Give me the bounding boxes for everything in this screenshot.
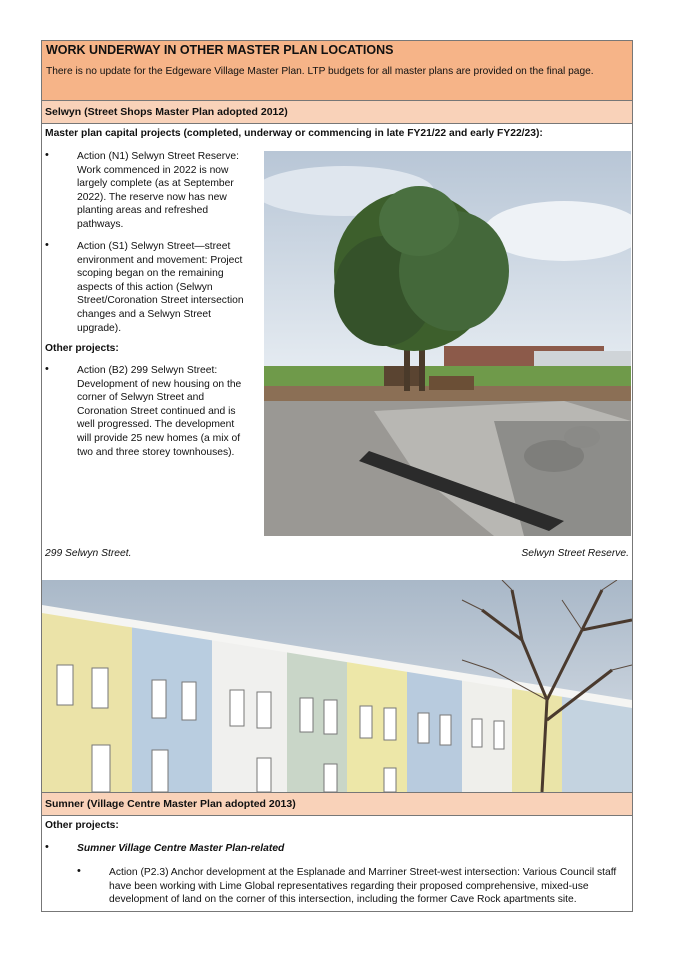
capital-projects-heading: Master plan capital projects (completed, underway or commencing in late FY21/22 and early FY22/23):	[45, 128, 543, 139]
bullet-item-housing: Action (B2) 299 Selwyn Street: Development of new housing on the corner of Selwyn Street and Coronation Street continued and is well progressed. The development will provide 25 new homes (a mix of two and three storey townhouses).	[77, 365, 242, 458]
caption-299-selwyn: 299 Selwyn Street.	[45, 548, 132, 559]
page-header	[42, 41, 632, 101]
other-projects-heading: Other projects:	[45, 343, 119, 354]
bullet-mark: •	[45, 149, 49, 161]
townhouses-photo	[42, 580, 632, 792]
sumner-other-heading: Other projects:	[45, 820, 119, 831]
bullet-item-reserve: Action (N1) Selwyn Street Reserve: Work commenced in 2022 is now largely complete (as at September 2022). The reserve now has new planting areas and refreshed pathways.	[77, 151, 239, 230]
bullet-mark: •	[45, 363, 49, 375]
section-heading-selwyn-text: Selwyn (Street Shops Master Plan adopted 2012)	[45, 106, 288, 118]
bullet-mark: •	[45, 841, 49, 853]
section-heading-sumner-text: Sumner (Village Centre Master Plan adopted 2013)	[45, 798, 296, 810]
page-title: WORK UNDERWAY IN OTHER MASTER PLAN LOCATIONS	[46, 43, 394, 57]
bullet-mark: •	[77, 865, 81, 877]
bullet-item-street: Action (S1) Selwyn Street—street environment and movement: Project scoping began on the remaining aspects of this action (Selwyn Street/Coronation Street intersection changes and a Selwyn Street upgrade).	[77, 241, 244, 334]
page-subtitle: There is no update for the Edgeware Village Master Plan. LTP budgets for all master plans are provided on the final page.	[46, 66, 594, 77]
caption-reserve: Selwyn Street Reserve.	[521, 548, 629, 559]
report-frame	[41, 40, 633, 912]
selwyn-reserve-photo	[264, 151, 631, 536]
section-heading-sumner	[42, 792, 632, 816]
bullet-mark: •	[45, 239, 49, 251]
section-heading-selwyn	[42, 100, 632, 124]
sumner-sub-heading: Sumner Village Centre Master Plan-related	[77, 843, 285, 854]
sumner-action-p23: Action (P2.3) Anchor development at the Esplanade and Marriner Street-west intersection: Various Council staff have been working with Lime Global representatives regarding their proposed comprehensive, mixed-use development of land on the corner of this intersection, including the former Cave Rock apartments site.	[109, 867, 617, 906]
